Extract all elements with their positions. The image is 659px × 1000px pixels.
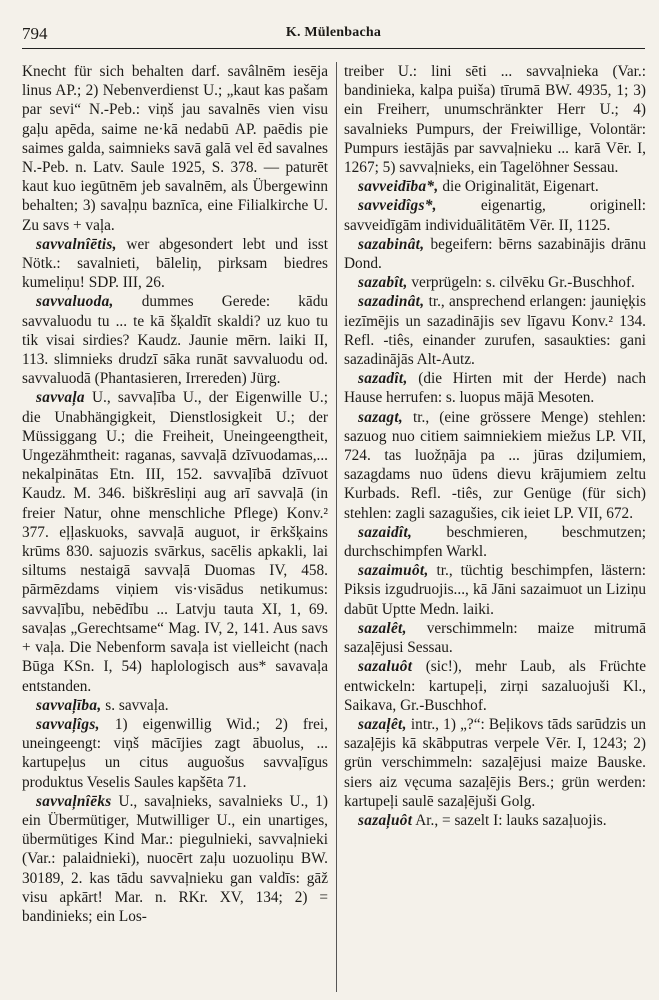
entry-headword: savvaļa xyxy=(36,389,85,407)
dictionary-entry xyxy=(344,196,646,234)
entry-headword: savveidîgs*, xyxy=(358,197,437,215)
dictionary-entry xyxy=(344,408,646,523)
entry-text: treiber U.: lini sēti ... savvaļnieka (Var.: bandinieka, kalpa puiša) tīrumā BW. 4935, 1; 3) ein Freiherr, unumschränkter Herr U.; 4) savalnieks Pumpurs, der Freiwillige, Volontär: Pumpurs iestājās par savvaļnieku ... karā Vēr. I, 1267; 5) savvaļnieks, ein Tagelöhner Sessau. xyxy=(344,63,646,177)
entry-headword: savvaļîgs, xyxy=(36,715,100,733)
entry-headword: sazalêt, xyxy=(358,619,407,637)
dictionary-entry xyxy=(22,715,328,792)
left-column xyxy=(22,62,328,926)
page-header xyxy=(22,22,645,49)
entry-headword: sazaimuôt, xyxy=(358,562,429,580)
dictionary-entry xyxy=(344,235,646,273)
entry-text: verprügeln: s. cilvēku Gr.-Buschhof. xyxy=(407,274,635,292)
dictionary-entry xyxy=(344,619,646,657)
column-divider xyxy=(336,62,337,992)
entry-text: tr., ansprechend erlangen: jaunięķis iezīmējis un sazadinājis sev līgavu Konv.² 134. Refl. -tiês, einander zurufen, sasaukties: gani sazadinājās Alt-Autz. xyxy=(344,293,646,369)
entry-text: eigenartig, originell: savveidīgām individuālitātēm Vēr. II, 1125. xyxy=(344,197,646,234)
entry-headword: savvaluoda, xyxy=(36,293,114,311)
entry-text: s. savvaļa. xyxy=(101,696,169,714)
page-number: 794 xyxy=(22,24,48,43)
entry-text: Knecht für sich behalten darf. savâlnēm iesēja linus AP.; 2) Nebenverdienst U.; „kaut kas pašam par sevi“ N.-Peb.: viņš jau savalnēs vien visu gaļu apēda, saime ne·kā nedabū AP. paēdis pie saimes galda, saimnieks savā galā vel ēd savalnes N.-Peb. n. Latv. Saule 1925, S. 378. — paturēt kaut kuo iegūtnēm jeb savalnēm, als Übergewinn behalten; 3) savaļņu baznīca, eine Filialkirche U. Zu savs + vaļa. xyxy=(22,63,328,234)
dictionary-entry xyxy=(344,715,646,811)
dictionary-entry xyxy=(344,657,646,715)
dictionary-entry xyxy=(344,273,646,292)
entry-text: (sic!), mehr Laub, als Früchte entwickeln: kartupeļi, zirņi sazaluojuši Kl., Saikava, Gr.-Buschhof. xyxy=(344,658,646,714)
dictionary-entry xyxy=(344,177,646,196)
entry-text: beschmieren, beschmutzen; durchschimpfen Warkl. xyxy=(344,523,646,561)
dictionary-entry xyxy=(344,62,646,177)
dictionary-entry xyxy=(22,62,328,235)
entry-text: dummes Gerede: kādu savvaluodu tu ... te kā šķaldīt skaldi? uz kuo tu tik visai sirdies? Kaudz. Jaunie mērn. laiki II, 113. slimnieks drudzī sāka runāt savvaluodu od. savvaluodā (Phantasieren, Irrereden) Jürg. xyxy=(22,293,328,388)
entry-text: wer abgesondert lebt und isst Nötk.: savalnieti, bāleliņ, pirksam biedres kumeliņu! SDP. III, 26. xyxy=(22,235,328,292)
dictionary-entry xyxy=(344,523,646,561)
entry-headword: savvalnîētis, xyxy=(36,235,117,253)
entry-text: begeifern: bērns sazabinājis drānu Dond. xyxy=(344,235,646,273)
entry-headword: sazaļêt, xyxy=(358,715,407,733)
dictionary-entry xyxy=(22,292,328,388)
entry-text: tr., tüchtig beschimpfen, lästern: Piksis izgudruojis..., kā Jāni sazaimuot un Liziņu dabūt Uptte Medn. laiki. xyxy=(344,562,646,618)
entry-text: die Originalität, Eigenart. xyxy=(438,178,599,196)
dictionary-entry xyxy=(344,292,646,369)
entry-headword: savvaļība, xyxy=(36,696,102,714)
entry-headword: savveidība*, xyxy=(358,178,439,196)
entry-headword: sazaidît, xyxy=(358,523,413,541)
entry-headword: sazadît, xyxy=(358,370,408,388)
entry-text: verschimmeln: maize mitrumā sazaļējusi Sessau. xyxy=(344,619,646,657)
entry-text: intr., 1) „?“: Beļikovs tāds sarūdzis un sazaļējis kā skābputras verpele Vēr. I, 1243; 2) grün verschimmeln: sazaļējusi maize Bauske. siers aiz vęcuma sazaļējis Bers.; grün werden: kartupeļi saulē sazaļējuši Golg. xyxy=(344,715,646,810)
dictionary-entry xyxy=(344,561,646,619)
entry-headword: sazabît, xyxy=(358,274,408,292)
dictionary-entry xyxy=(22,235,328,293)
dictionary-entry xyxy=(344,369,646,407)
entry-headword: sazagt, xyxy=(358,408,404,426)
entry-headword: sazadinât, xyxy=(358,293,425,311)
dictionary-entry xyxy=(344,811,646,830)
entry-text: Ar., = sazelt I: lauks sazaļuojis. xyxy=(412,811,607,829)
running-head: K. Mülenbacha xyxy=(285,25,382,40)
entry-headword: sazaluôt xyxy=(358,658,413,676)
entry-text: U., savvaļība U., der Eigenwille U.; die Unabhängigkeit, Dienstlosigkeit U.; der Müssiggang U.; die Freiheit, Uneingeengtheit, Ungezähmtheit: raganas, savvaļā dzīvuodamas,... nekalpinātas Etn. III, 152. savvaļībā dzīvuot Kaudz. M. 346. biškrēsliņi aug arī savvaļā (in freier Natur, ohne menschliche Pflege) Konv.² 377. eļļaskuoks, savvaļā auguot, ir ērkšķains krūms 830. sajuozis svārkus, sacēlis apkakli, lai siltums nestaigā savvaļā Duomas IV, 458. pārmēzdams viņiem vis·visādus netikumus: savvaļību, nebēdību ... Latvju tauta XI, 1, 69. savaļas „Gerechtsame“ Mag. IV, 2, 141. Aus savs + vaļa. Die Nebenform savaļa ist vielleicht (nach Būga KSn. I, 54) haplologisch aus* savavaļa entstanden. xyxy=(22,389,328,695)
entry-text: 1) eigenwillig Wid.; 2) frei, uneingeengt: viņš mācījies zagt ābuolus, ... kartupeļus un citus auguošus savvaļīgus produktus Veselis Saules kapšēta 71. xyxy=(22,715,328,791)
dictionary-entry xyxy=(22,792,328,926)
entry-text: tr., (eine grössere Menge) stehlen: sazuog nuo citiem saimniekiem miežus LP. VII, 724. tas luožņāja pa ... jūras dziļumiem, sazagdams nuo ūdens dievu krājumiem zeltu Kurbads. Refl. -tiês, zur Genüge (für sich) stehlen: zagli sazagušies, cik ieiet LP. VII, 672. xyxy=(344,408,646,522)
entry-headword: sazaļuôt xyxy=(358,811,413,829)
entry-headword: sazabinât, xyxy=(358,235,425,253)
dictionary-entry xyxy=(22,696,328,715)
entry-text: (die Hirten mit der Herde) nach Hause herrufen: s. luopus mājā Mesoten. xyxy=(344,370,646,407)
right-column xyxy=(344,62,646,830)
dictionary-entry xyxy=(22,388,328,695)
entry-headword: savvaļnîēks xyxy=(36,792,112,810)
entry-text: U., savaļnieks, savalnieks U., 1) ein Übermütiger, Mutwilliger U., ein unartiges, übermütiges Kind Mar.: piegulnieki, savvaļnieki (Var.: palaidnieki), nuocērt zaļu uozuoliņu BW. 30189, 2. kas tādu savvaļnieku gan valdīs: gāž visu apkārt! Mar. n. RKr. XV, 134; 2) = bandinieks; ein Los- xyxy=(22,792,328,925)
